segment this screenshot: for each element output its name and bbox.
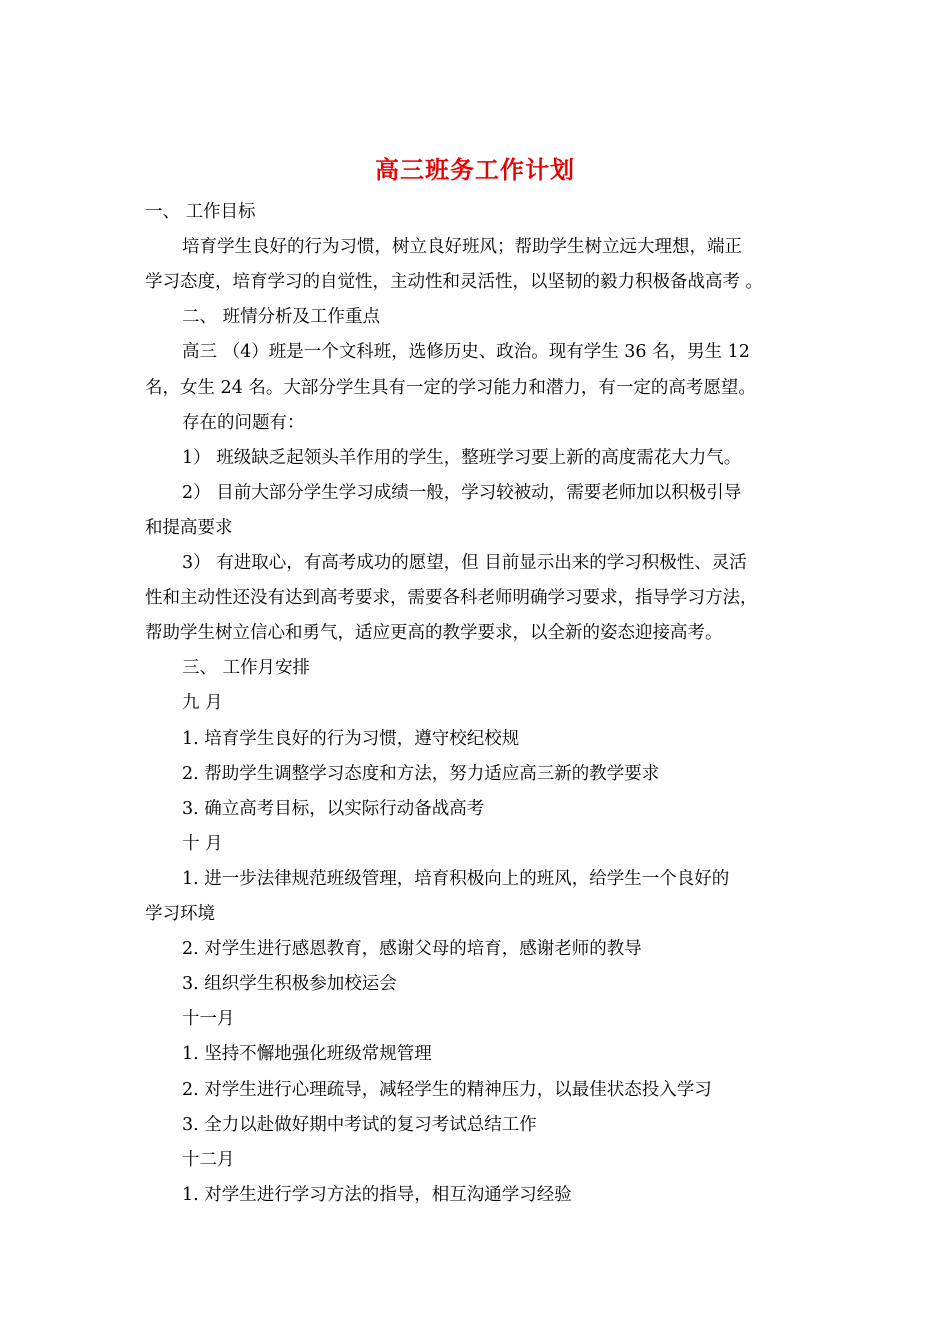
body-line: 一、 工作目标 xyxy=(145,202,256,222)
body-line: 2. 帮助学生调整学习态度和方法，努力适应高三新的教学要求 xyxy=(182,763,660,784)
body-line: 3. 组织学生积极参加校运会 xyxy=(182,974,397,995)
body-line: 1. 培育学生良好的行为习惯，遵守校纪校规 xyxy=(182,728,520,749)
body-line: 培育学生良好的行为习惯，树立良好班风；帮助学生树立远大理想，端正 xyxy=(182,237,742,258)
body-line: 3. 全力以赴做好期中考试的复习考试总结工作 xyxy=(182,1114,537,1135)
body-line: 3. 确立高考目标，以实际行动备战高考 xyxy=(182,798,485,819)
body-line: 名，女生 24 名。大部分学生具有一定的学习能力和潜力，有一定的高考愿望。 xyxy=(145,377,756,398)
body-line: 十 月 xyxy=(182,833,223,854)
body-line: 高三 （4）班是一个文科班，选修历史、政治。现有学生 36 名，男生 12 xyxy=(182,342,750,363)
body-line: 帮助学生树立信心和勇气，适应更高的教学要求，以全新的姿态迎接高考。 xyxy=(145,623,723,644)
body-line: 1. 进一步法律规范班级管理，培育积极向上的班风，给学生一个良好的 xyxy=(182,868,730,889)
body-line: 学习环境 xyxy=(145,904,215,924)
body-line: 和提高要求 xyxy=(145,517,233,538)
body-line: 性和主动性还没有达到高考要求，需要各科老师明确学习要求，指导学习方法， xyxy=(145,588,758,609)
body-line: 十二月 xyxy=(182,1149,235,1170)
body-line: 2. 对学生进行感恩教育，感谢父母的培育，感谢老师的教导 xyxy=(182,939,642,960)
body-line: 3） 有进取心，有高考成功的愿望，但 目前显示出来的学习积极性、灵活 xyxy=(182,553,747,573)
body-line: 1. 坚持不懈地强化班级常规管理 xyxy=(182,1044,432,1065)
body-line: 2. 对学生进行心理疏导，减轻学生的精神压力，以最佳状态投入学习 xyxy=(182,1079,712,1100)
body-line: 学习态度，培育学习的自觉性，主动性和灵活性，以坚韧的毅力积极备战高考 。 xyxy=(145,272,764,293)
body-line: 1. 对学生进行学习方法的指导，相互沟通学习经验 xyxy=(182,1184,572,1205)
body-line: 九 月 xyxy=(182,693,223,714)
body-line: 2） 目前大部分学生学习成绩一般，学习较被动，需要老师加以积极引导 xyxy=(182,482,742,503)
body-line: 二、 班情分析及工作重点 xyxy=(182,307,381,328)
body-line: 三、 工作月安排 xyxy=(182,658,311,679)
body-line: 十一月 xyxy=(182,1009,235,1030)
body-line: 存在的问题有： xyxy=(182,412,305,433)
document-title: 高三班务工作计划 xyxy=(375,155,575,184)
body-line: 1） 班级缺乏起领头羊作用的学生，整班学习要上新的高度需花大力气。 xyxy=(182,447,742,468)
